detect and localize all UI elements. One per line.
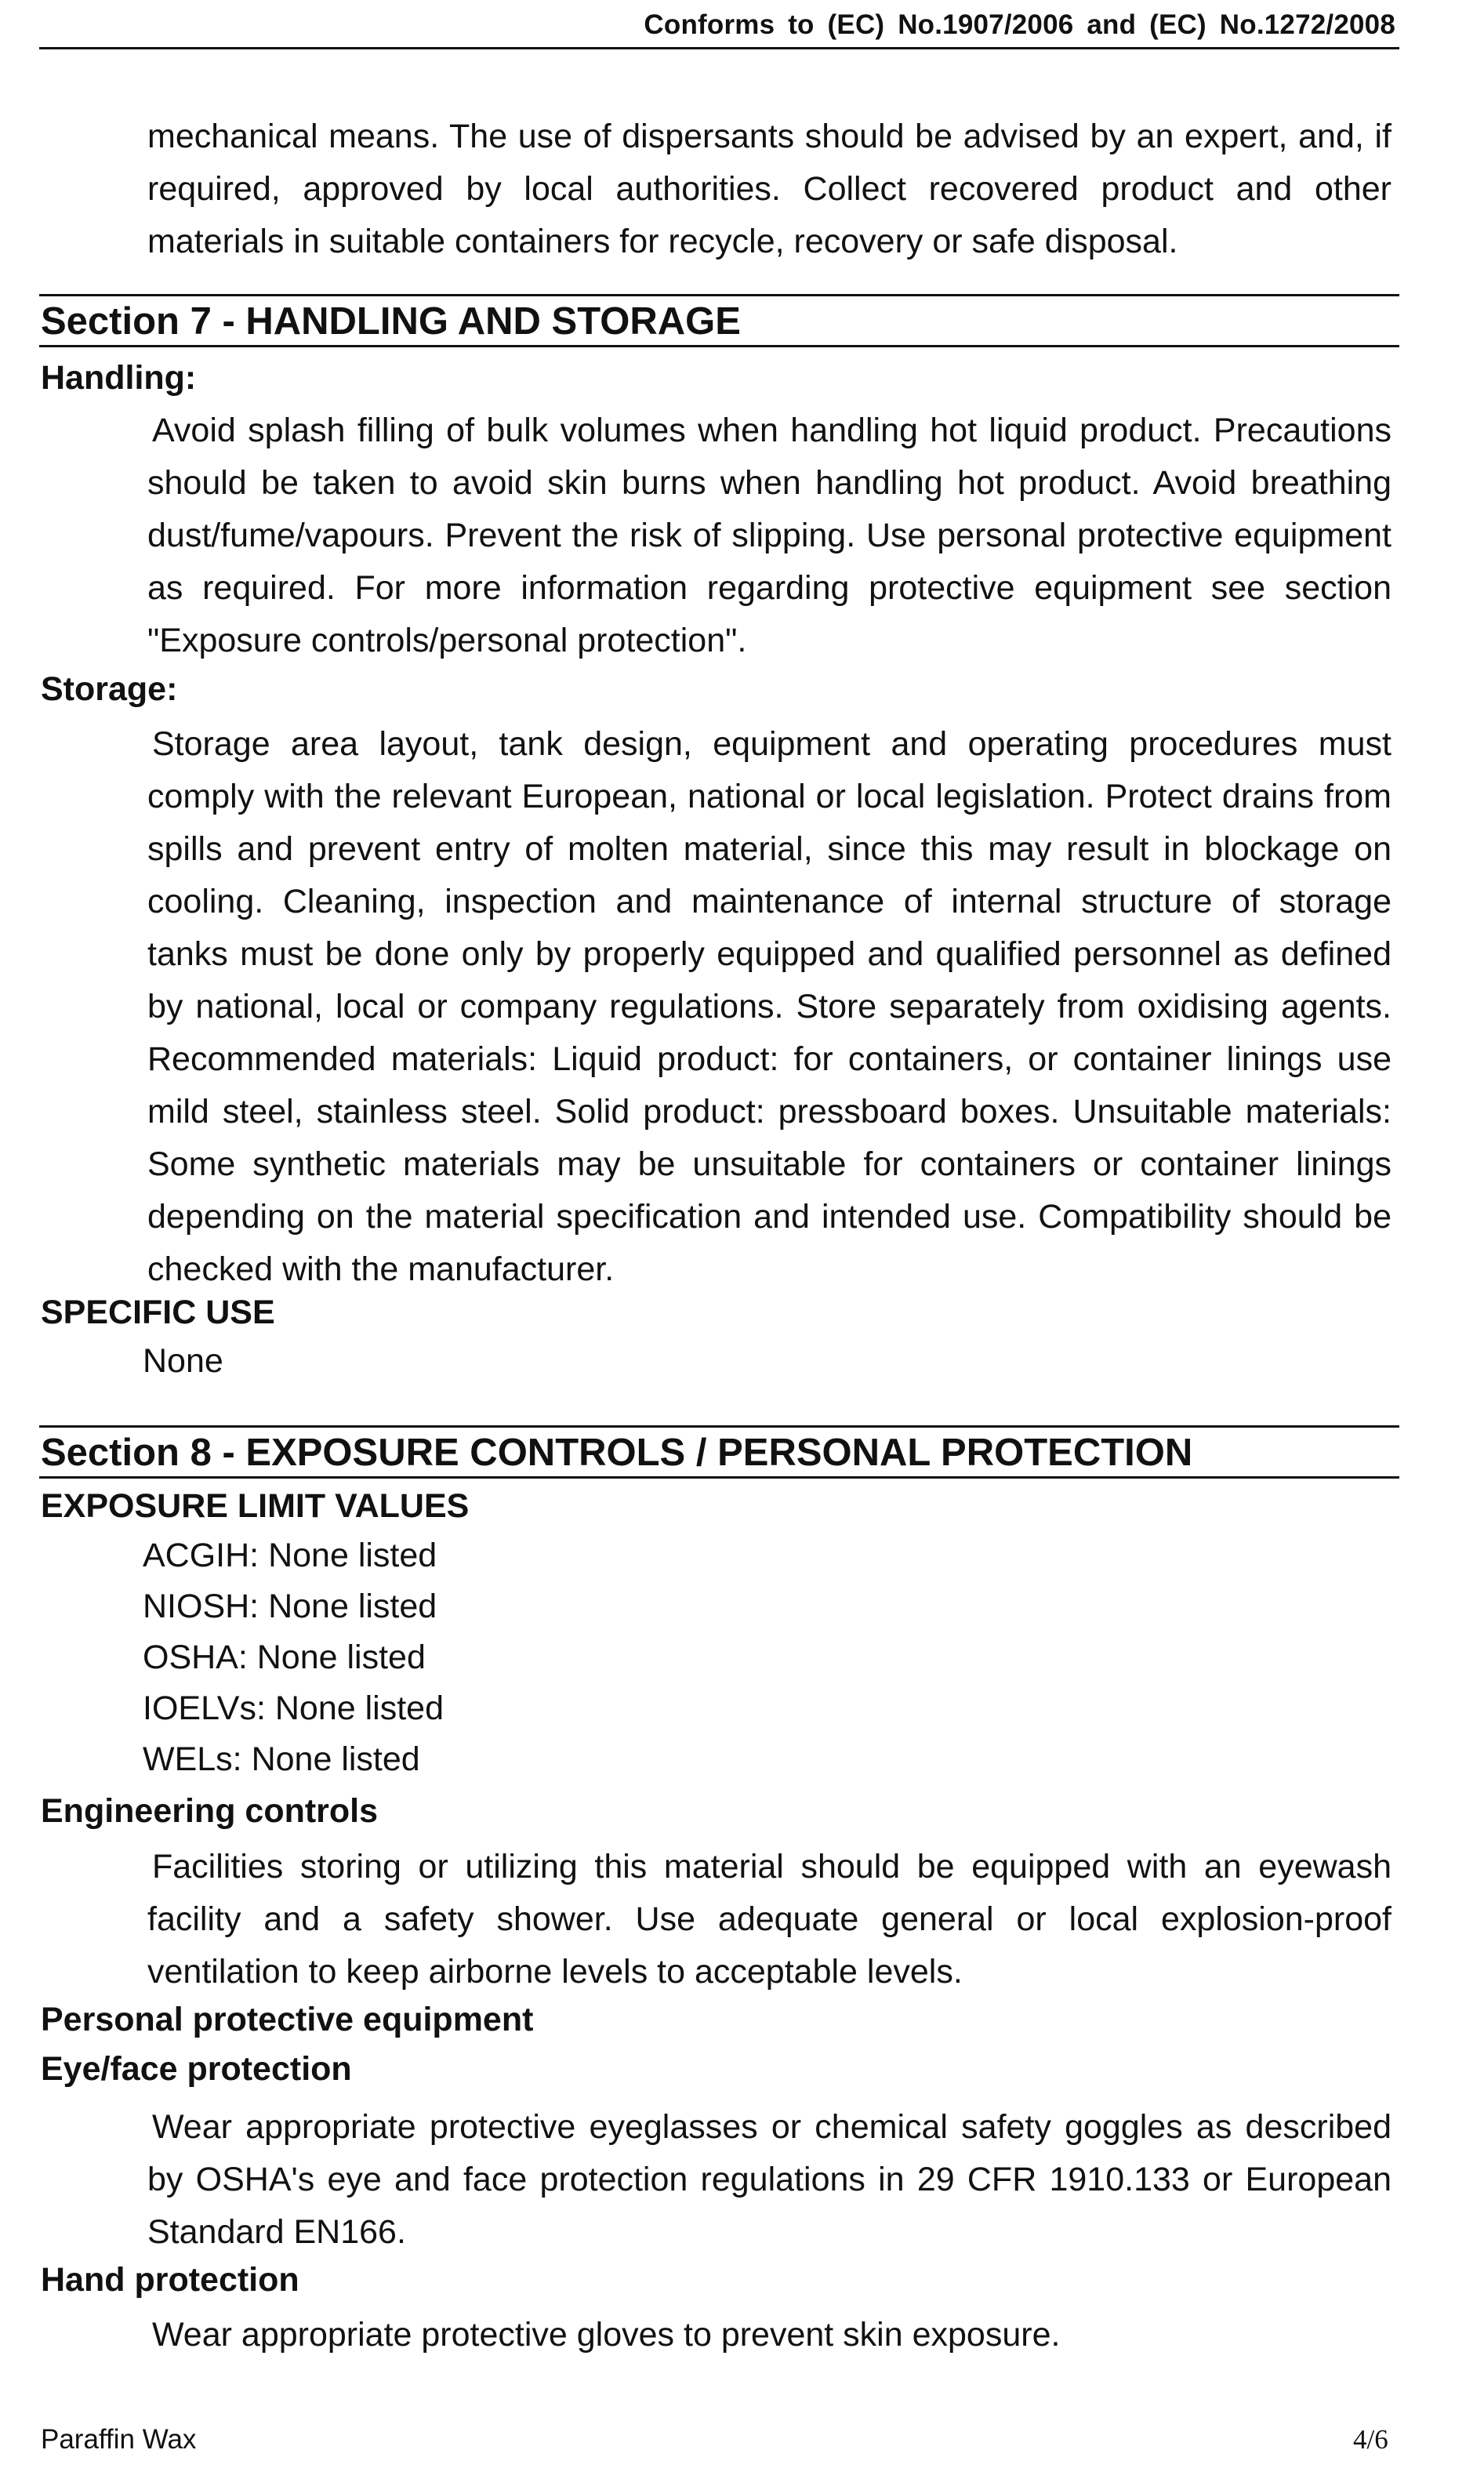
ppe-label: Personal protective equipment [41, 2001, 534, 2038]
storage-text: Storage area layout, tank design, equipment and operating procedures must comply with the relevant European, national or local legislation. Protect drains from spills and prevent entry of molten material, since this may result in blockage on cooling. Cleaning, inspection and maintenance of internal structure of storage tanks must be done only by properly equipped and qualified personnel as defined by national, local or company regulations. Store separately from oxidising agents. Recommended materials: Liquid product: for containers, or container linings use mild steel, stainless steel. Solid product: pressboard boxes. Unsuitable materials: Some synthetic materials may be unsuitable for containers or container linings depending on the material specification and intended use. Compatibility should be checked with the manufacturer. [147, 725, 1391, 1288]
handling-label: Handling: [41, 359, 197, 397]
exposure-limits-label: EXPOSURE LIMIT VALUES [41, 1487, 470, 1525]
eye-protection-label: Eye/face protection [41, 2050, 352, 2088]
footer-page-number: 4/6 [1353, 2424, 1388, 2455]
section-7-header [39, 294, 1399, 347]
limit-osha: OSHA: None listed [143, 1639, 426, 1676]
limit-wels: WELs: None listed [143, 1740, 420, 1778]
page-header [39, 6, 1399, 49]
handling-text: Avoid splash filling of bulk volumes when handling hot liquid product. Precautions should be taken to avoid skin burns when handling hot product. Avoid breathing dust/fume/vapours. Prevent the risk of slipping. Use personal protective equipment as required. For more information regarding protective equipment see section "Exposure controls/personal protection". [147, 412, 1391, 659]
regulation-conformance: Conforms to (EC) No.1907/2006 and (EC) No.1272/2008 [644, 9, 1395, 40]
hand-protection-text: Wear appropriate protective gloves to prevent skin exposure. [152, 2316, 1061, 2354]
footer-product-name: Paraffin Wax [41, 2424, 197, 2455]
engineering-controls-label: Engineering controls [41, 1792, 379, 1830]
specific-use-label: SPECIFIC USE [41, 1294, 275, 1331]
limit-ioelvs: IOELVs: None listed [143, 1689, 444, 1727]
eye-protection-text: Wear appropriate protective eyeglasses or chemical safety goggles as described by OSHA's eye and face protection regulations in 29 CFR 1910.133 or European Standard EN166. [147, 2108, 1391, 2251]
section-8-title: Section 8 - EXPOSURE CONTROLS / PERSONAL PROTECTION [41, 1432, 1193, 1474]
engineering-controls-text: Facilities storing or utilizing this material should be equipped with an eyewash facility and a safety shower. Use adequate general or local explosion-proof ventilation to keep airborne levels to acceptable levels. [147, 1848, 1391, 1991]
section-7-title: Section 7 - HANDLING AND STORAGE [41, 300, 741, 343]
intro-paragraph: mechanical means. The use of dispersants should be advised by an expert, and, if required, approved by local authorities. Collect recovered product and other materials in suitable containers for recycle, recovery or safe disposal. [147, 118, 1391, 260]
limit-niosh: NIOSH: None listed [143, 1588, 437, 1625]
storage-label: Storage: [41, 670, 178, 708]
hand-protection-label: Hand protection [41, 2261, 299, 2299]
section-8-header [39, 1425, 1399, 1479]
specific-use-value: None [143, 1342, 223, 1380]
limit-acgih: ACGIH: None listed [143, 1537, 437, 1574]
